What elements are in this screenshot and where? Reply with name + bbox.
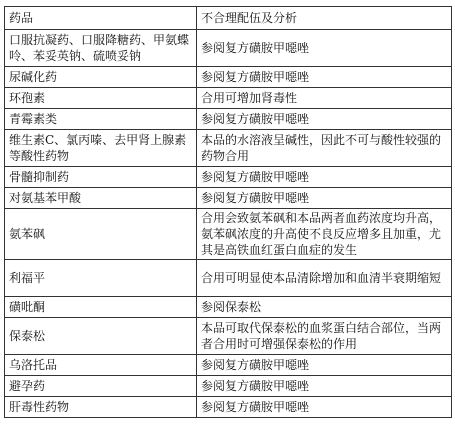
drug-cell: 肝毒性药物	[5, 397, 197, 418]
table-row	[5, 260, 452, 297]
analysis-cell: 参阅复方磺胺甲噁唑	[197, 109, 452, 130]
drug-cell: 对氨基苯甲酸	[5, 188, 197, 209]
analysis-cell: 本品可取代保泰松的血浆蛋白结合部位，当两者合用时可增强保泰松的作用	[197, 318, 452, 355]
analysis-cell: 参阅复方磺胺甲噁唑	[197, 167, 452, 188]
drug-cell: 磺吡酮	[5, 297, 197, 318]
table-row	[5, 318, 452, 355]
drug-cell: 保泰松	[5, 318, 197, 355]
drug-cell: 维生素C、氯丙嗪、去甲肾上腺素等酸性药物	[5, 130, 197, 167]
table-row	[5, 297, 452, 318]
analysis-cell: 参阅复方磺胺甲噁唑	[197, 67, 452, 88]
drug-cell: 口服抗凝药、口服降糖药、甲氨蝶呤、苯妥英钠、硫喷妥钠	[5, 30, 197, 67]
table-row	[5, 67, 452, 88]
drug-interaction-table	[4, 6, 452, 418]
analysis-cell: 合用会致氨苯砜和本品两者血药浓度均升高，氨苯砜浓度的升高使不良反应增多且加重，尤其是高铁血红蛋白血症的发生	[197, 209, 452, 260]
table-header-row	[5, 7, 452, 30]
table-row	[5, 355, 452, 376]
table-row	[5, 88, 452, 109]
drug-cell: 骨髓抑制药	[5, 167, 197, 188]
analysis-cell: 参阅复方磺胺甲噁唑	[197, 30, 452, 67]
table-row	[5, 109, 452, 130]
header-analysis: 不合理配伍及分析	[197, 7, 452, 30]
analysis-cell: 参阅复方磺胺甲噁唑	[197, 188, 452, 209]
drug-cell: 尿碱化药	[5, 67, 197, 88]
analysis-cell: 合用可明显使本品清除增加和血清半衰期缩短	[197, 260, 452, 297]
analysis-cell: 参阅保泰松	[197, 297, 452, 318]
table-row	[5, 167, 452, 188]
analysis-cell: 参阅复方磺胺甲噁唑	[197, 355, 452, 376]
analysis-cell: 合用可增加肾毒性	[197, 88, 452, 109]
table-row	[5, 209, 452, 260]
table-row	[5, 397, 452, 418]
drug-cell: 青霉素类	[5, 109, 197, 130]
drug-cell: 避孕药	[5, 376, 197, 397]
analysis-cell: 参阅复方磺胺甲噁唑	[197, 376, 452, 397]
drug-cell: 乌洛托品	[5, 355, 197, 376]
analysis-cell: 本品的水溶液呈碱性，因此不可与酸性较强的药物合用	[197, 130, 452, 167]
table-row	[5, 188, 452, 209]
table-row	[5, 376, 452, 397]
drug-cell: 利福平	[5, 260, 197, 297]
table-row	[5, 130, 452, 167]
drug-cell: 氨苯砜	[5, 209, 197, 260]
drug-cell: 环孢素	[5, 88, 197, 109]
table-row	[5, 30, 452, 67]
analysis-cell: 参阅复方磺胺甲噁唑	[197, 397, 452, 418]
header-drug: 药品	[5, 7, 197, 30]
